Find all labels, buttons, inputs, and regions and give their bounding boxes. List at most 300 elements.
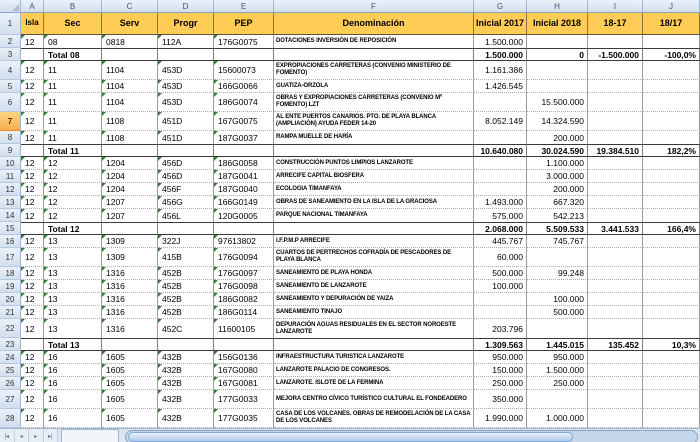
cell-J5[interactable] xyxy=(643,80,700,93)
cell-D11[interactable]: 456D xyxy=(158,170,214,183)
cell-B25[interactable]: 16 xyxy=(44,364,102,377)
row-header-24[interactable]: 24 xyxy=(0,351,21,364)
cell-F24[interactable]: INFRAESTRUCTURA TURISTICA LANZAROTE xyxy=(274,351,474,364)
cell-H19[interactable] xyxy=(527,280,588,293)
cell-I26[interactable] xyxy=(588,377,643,390)
cell-C18[interactable]: 1316 xyxy=(102,267,158,280)
cell-I9[interactable]: 19.384.510 xyxy=(588,144,643,157)
cell-J28[interactable] xyxy=(643,409,700,428)
previous-tab-button[interactable]: ◂ xyxy=(15,429,30,442)
cell-C12[interactable]: 1204 xyxy=(102,183,158,196)
cell-C1[interactable]: Serv xyxy=(102,13,158,35)
cell-C10[interactable]: 1204 xyxy=(102,157,158,170)
cell-I15[interactable]: 3.441.533 xyxy=(588,222,643,235)
cell-A11[interactable]: 12 xyxy=(21,170,44,183)
cell-E17[interactable]: 176G0094 xyxy=(214,248,274,267)
cell-A9[interactable] xyxy=(21,144,44,157)
cell-E10[interactable]: 186G0058 xyxy=(214,157,274,170)
cell-A26[interactable]: 12 xyxy=(21,377,44,390)
cell-A27[interactable]: 12 xyxy=(21,390,44,409)
next-tab-button[interactable]: ▸ xyxy=(29,429,44,442)
cell-F15[interactable] xyxy=(274,222,474,235)
cell-F11[interactable]: ARRECIFE CAPITAL BIOSFERA xyxy=(274,170,474,183)
cell-I4[interactable] xyxy=(588,61,643,80)
cell-F4[interactable]: EXPROPIACIONES CARRETERAS (CONVENIO MINISTERIO DE FOMENTO) xyxy=(274,61,474,80)
cell-H2[interactable] xyxy=(527,35,588,48)
cell-J4[interactable] xyxy=(643,61,700,80)
cell-I2[interactable] xyxy=(588,35,643,48)
row-header-18[interactable]: 18 xyxy=(0,267,21,280)
cell-C22[interactable]: 1316 xyxy=(102,319,158,338)
cell-C14[interactable]: 1207 xyxy=(102,209,158,222)
cell-H25[interactable]: 1.500.000 xyxy=(527,364,588,377)
cell-I25[interactable] xyxy=(588,364,643,377)
cell-A20[interactable]: 12 xyxy=(21,293,44,306)
cell-D28[interactable]: 432B xyxy=(158,409,214,428)
cell-C4[interactable]: 1104 xyxy=(102,61,158,80)
cell-C25[interactable]: 1605 xyxy=(102,364,158,377)
cell-F9[interactable] xyxy=(274,144,474,157)
cell-I16[interactable] xyxy=(588,235,643,248)
cell-H20[interactable]: 100.000 xyxy=(527,293,588,306)
cell-B11[interactable]: 12 xyxy=(44,170,102,183)
cell-C21[interactable]: 1316 xyxy=(102,306,158,319)
col-header-E[interactable]: E xyxy=(214,0,274,13)
cell-A17[interactable]: 12 xyxy=(21,248,44,267)
cell-H27[interactable] xyxy=(527,390,588,409)
cell-A8[interactable]: 12 xyxy=(21,131,44,144)
cell-B4[interactable]: 11 xyxy=(44,61,102,80)
cell-C5[interactable]: 1104 xyxy=(102,80,158,93)
cell-E20[interactable]: 186G0082 xyxy=(214,293,274,306)
cell-A23[interactable] xyxy=(21,338,44,351)
cell-F7[interactable]: AL ENTE PUERTOS CANARIOS. PTO. DE PLAYA BLANCA (AMPLIACIÓN) AYUDA FEDER 14-20 xyxy=(274,112,474,131)
cell-D23[interactable] xyxy=(158,338,214,351)
cell-D26[interactable]: 432B xyxy=(158,377,214,390)
cell-H9[interactable]: 30.024.590 xyxy=(527,144,588,157)
cell-D8[interactable]: 451D xyxy=(158,131,214,144)
cell-D15[interactable] xyxy=(158,222,214,235)
row-header-6[interactable]: 6 xyxy=(0,93,21,112)
cell-H28[interactable]: 1.000.000 xyxy=(527,409,588,428)
row-header-28[interactable]: 28 xyxy=(0,409,21,428)
cell-D4[interactable]: 453D xyxy=(158,61,214,80)
cell-I14[interactable] xyxy=(588,209,643,222)
row-header-17[interactable]: 17 xyxy=(0,248,21,267)
cell-A28[interactable]: 12 xyxy=(21,409,44,428)
cell-G28[interactable]: 1.990.000 xyxy=(474,409,527,428)
cell-A22[interactable]: 12 xyxy=(21,319,44,338)
cell-C23[interactable] xyxy=(102,338,158,351)
row-header-10[interactable]: 10 xyxy=(0,157,21,170)
cell-J6[interactable] xyxy=(643,93,700,112)
cell-B7[interactable]: 11 xyxy=(44,112,102,131)
cell-I21[interactable] xyxy=(588,306,643,319)
cell-G24[interactable]: 950.000 xyxy=(474,351,527,364)
sheet-tab[interactable] xyxy=(61,429,119,442)
cell-H5[interactable] xyxy=(527,80,588,93)
cell-B17[interactable]: 13 xyxy=(44,248,102,267)
cell-F13[interactable]: OBRAS DE SANEAMIENTO EN LA ISLA DE LA GRACIOSA xyxy=(274,196,474,209)
cell-E2[interactable]: 176G0075 xyxy=(214,35,274,48)
cell-A25[interactable]: 12 xyxy=(21,364,44,377)
cell-F8[interactable]: RAMPA MUELLE DE HARÍA xyxy=(274,131,474,144)
cell-D2[interactable]: 112A xyxy=(158,35,214,48)
cell-I3[interactable]: -1.500.000 xyxy=(588,48,643,61)
cell-G11[interactable] xyxy=(474,170,527,183)
col-header-G[interactable]: G xyxy=(474,0,527,13)
cell-J12[interactable] xyxy=(643,183,700,196)
cell-J27[interactable] xyxy=(643,390,700,409)
cell-H1[interactable]: Inicial 2018 xyxy=(527,13,588,35)
cell-H7[interactable]: 14.324.590 xyxy=(527,112,588,131)
cell-E8[interactable]: 187G0037 xyxy=(214,131,274,144)
row-header-22[interactable]: 22 xyxy=(0,319,21,338)
cell-G7[interactable]: 8.052.149 xyxy=(474,112,527,131)
cell-B2[interactable]: 08 xyxy=(44,35,102,48)
cell-A2[interactable]: 12 xyxy=(21,35,44,48)
cell-J11[interactable] xyxy=(643,170,700,183)
cell-A18[interactable]: 12 xyxy=(21,267,44,280)
cell-B13[interactable]: 12 xyxy=(44,196,102,209)
cell-E26[interactable]: 167G0081 xyxy=(214,377,274,390)
cell-J16[interactable] xyxy=(643,235,700,248)
cell-J26[interactable] xyxy=(643,377,700,390)
cell-G16[interactable]: 445.767 xyxy=(474,235,527,248)
cell-E16[interactable]: 97613802 xyxy=(214,235,274,248)
cell-F20[interactable]: SANEAMIENTO Y DEPURACIÓN DE YAIZA xyxy=(274,293,474,306)
col-header-A[interactable]: A xyxy=(21,0,44,13)
cell-G3[interactable]: 1.500.000 xyxy=(474,48,527,61)
cell-H26[interactable]: 250.000 xyxy=(527,377,588,390)
cell-H4[interactable] xyxy=(527,61,588,80)
cell-G22[interactable]: 203.796 xyxy=(474,319,527,338)
cell-E4[interactable]: 15600073 xyxy=(214,61,274,80)
row-header-20[interactable]: 20 xyxy=(0,293,21,306)
cell-C8[interactable]: 1108 xyxy=(102,131,158,144)
cell-C2[interactable]: 0818 xyxy=(102,35,158,48)
cell-G21[interactable] xyxy=(474,306,527,319)
cell-G10[interactable] xyxy=(474,157,527,170)
cell-H6[interactable]: 15.500.000 xyxy=(527,93,588,112)
cell-B23[interactable]: Total 13 xyxy=(44,338,102,351)
row-header-25[interactable]: 25 xyxy=(0,364,21,377)
row-header-5[interactable]: 5 xyxy=(0,80,21,93)
cell-J2[interactable] xyxy=(643,35,700,48)
cell-G5[interactable]: 1.426.545 xyxy=(474,80,527,93)
cell-A1[interactable]: Isla xyxy=(21,13,44,35)
cell-F2[interactable]: DOTACIONES INVERSIÓN DE REPOSICIÓN xyxy=(274,35,474,48)
cell-D20[interactable]: 452B xyxy=(158,293,214,306)
cell-F28[interactable]: CASA DE LOS VOLCANES. OBRAS DE REMODELACIÓN DE LA CASA DE LOS VOLCANES xyxy=(274,409,474,428)
cell-E9[interactable] xyxy=(214,144,274,157)
cell-E21[interactable]: 186G0114 xyxy=(214,306,274,319)
cell-A15[interactable] xyxy=(21,222,44,235)
cell-C9[interactable] xyxy=(102,144,158,157)
cell-F19[interactable]: SANEAMIENTO DE LANZAROTE xyxy=(274,280,474,293)
cell-G2[interactable]: 1.500.000 xyxy=(474,35,527,48)
cell-B5[interactable]: 11 xyxy=(44,80,102,93)
cell-C26[interactable]: 1605 xyxy=(102,377,158,390)
cell-F3[interactable] xyxy=(274,48,474,61)
cell-H21[interactable]: 500.000 xyxy=(527,306,588,319)
cell-J8[interactable] xyxy=(643,131,700,144)
row-header-23[interactable]: 23 xyxy=(0,338,21,351)
row-header-15[interactable]: 15 xyxy=(0,222,21,235)
cell-I6[interactable] xyxy=(588,93,643,112)
cell-I24[interactable] xyxy=(588,351,643,364)
row-header-11[interactable]: 11 xyxy=(0,170,21,183)
cell-H24[interactable]: 950.000 xyxy=(527,351,588,364)
cell-B20[interactable]: 13 xyxy=(44,293,102,306)
cell-G27[interactable]: 350.000 xyxy=(474,390,527,409)
cell-I19[interactable] xyxy=(588,280,643,293)
row-header-1[interactable]: 1 xyxy=(0,13,21,35)
cell-H22[interactable] xyxy=(527,319,588,338)
cell-F12[interactable]: ECOLOGIA TIMANFAYA xyxy=(274,183,474,196)
cell-E1[interactable]: PEP xyxy=(214,13,274,35)
row-header-21[interactable]: 21 xyxy=(0,306,21,319)
col-header-H[interactable]: H xyxy=(527,0,588,13)
cell-E22[interactable]: 11600105 xyxy=(214,319,274,338)
cell-B28[interactable]: 16 xyxy=(44,409,102,428)
cell-G26[interactable]: 250.000 xyxy=(474,377,527,390)
cell-C3[interactable] xyxy=(102,48,158,61)
row-header-26[interactable]: 26 xyxy=(0,377,21,390)
cell-J24[interactable] xyxy=(643,351,700,364)
cell-A12[interactable]: 12 xyxy=(21,183,44,196)
row-header-19[interactable]: 19 xyxy=(0,280,21,293)
cell-F6[interactable]: OBRAS Y EXPROPIACIONES CARRETERAS (CONVENIO Mº FOMENTO) LZT xyxy=(274,93,474,112)
cell-F17[interactable]: CUARTOS DE PERTRECHOS COFRADÍA DE PESCADORES DE PLAYA BLANCA xyxy=(274,248,474,267)
cell-B14[interactable]: 12 xyxy=(44,209,102,222)
cell-B6[interactable]: 11 xyxy=(44,93,102,112)
cell-J7[interactable] xyxy=(643,112,700,131)
last-tab-button[interactable]: ▸| xyxy=(44,429,59,442)
cell-A16[interactable]: 12 xyxy=(21,235,44,248)
col-header-I[interactable]: I xyxy=(588,0,643,13)
cell-D12[interactable]: 456F xyxy=(158,183,214,196)
cell-D16[interactable]: 322J xyxy=(158,235,214,248)
cell-F10[interactable]: CONSTRUCCIÓN PUNTOS LIMPIOS LANZAROTE xyxy=(274,157,474,170)
cell-F22[interactable]: DEPURACIÓN AGUAS RESIDUALES EN EL SECTOR NOROESTE LANZAROTE xyxy=(274,319,474,338)
cell-H23[interactable]: 1.445.015 xyxy=(527,338,588,351)
cell-C13[interactable]: 1207 xyxy=(102,196,158,209)
cell-I11[interactable] xyxy=(588,170,643,183)
cell-F14[interactable]: PARQUE NACIONAL TIMANFAYA xyxy=(274,209,474,222)
col-header-B[interactable]: B xyxy=(44,0,102,13)
cell-E28[interactable]: 177G0035 xyxy=(214,409,274,428)
cell-G12[interactable] xyxy=(474,183,527,196)
cell-G23[interactable]: 1.309.563 xyxy=(474,338,527,351)
cell-I12[interactable] xyxy=(588,183,643,196)
cell-H16[interactable]: 745.767 xyxy=(527,235,588,248)
cell-J10[interactable] xyxy=(643,157,700,170)
cell-B26[interactable]: 16 xyxy=(44,377,102,390)
cell-I23[interactable]: 135.452 xyxy=(588,338,643,351)
col-header-C[interactable]: C xyxy=(102,0,158,13)
cell-H14[interactable]: 542.213 xyxy=(527,209,588,222)
cell-E19[interactable]: 176G0098 xyxy=(214,280,274,293)
cell-E14[interactable]: 120G0005 xyxy=(214,209,274,222)
cell-C19[interactable]: 1316 xyxy=(102,280,158,293)
cell-G15[interactable]: 2.068.000 xyxy=(474,222,527,235)
cell-G13[interactable]: 1.493.000 xyxy=(474,196,527,209)
cell-B12[interactable]: 12 xyxy=(44,183,102,196)
cell-J20[interactable] xyxy=(643,293,700,306)
cell-G19[interactable]: 100.000 xyxy=(474,280,527,293)
cell-E6[interactable]: 186G0074 xyxy=(214,93,274,112)
cell-G17[interactable]: 60.000 xyxy=(474,248,527,267)
cell-D7[interactable]: 451D xyxy=(158,112,214,131)
cell-B24[interactable]: 16 xyxy=(44,351,102,364)
cell-I27[interactable] xyxy=(588,390,643,409)
cell-E18[interactable]: 176G0097 xyxy=(214,267,274,280)
cell-B9[interactable]: Total 11 xyxy=(44,144,102,157)
cell-H18[interactable]: 99.248 xyxy=(527,267,588,280)
cell-A13[interactable]: 12 xyxy=(21,196,44,209)
cell-G14[interactable]: 575.000 xyxy=(474,209,527,222)
cell-F27[interactable]: MEJORA CENTRO CÍVICO TURÍSTICO CULTURAL EL FONDEADERO xyxy=(274,390,474,409)
cell-I28[interactable] xyxy=(588,409,643,428)
cell-B3[interactable]: Total 08 xyxy=(44,48,102,61)
cell-J18[interactable] xyxy=(643,267,700,280)
cell-I17[interactable] xyxy=(588,248,643,267)
cell-F21[interactable]: SANEAMIENTO TINAJO xyxy=(274,306,474,319)
cell-B18[interactable]: 13 xyxy=(44,267,102,280)
cell-D6[interactable]: 453D xyxy=(158,93,214,112)
cell-D17[interactable]: 415B xyxy=(158,248,214,267)
cell-D18[interactable]: 452B xyxy=(158,267,214,280)
cell-E25[interactable]: 167G0080 xyxy=(214,364,274,377)
first-tab-button[interactable]: |◂ xyxy=(0,429,15,442)
cell-A5[interactable]: 12 xyxy=(21,80,44,93)
cell-C24[interactable]: 1605 xyxy=(102,351,158,364)
cell-G6[interactable] xyxy=(474,93,527,112)
cell-I7[interactable] xyxy=(588,112,643,131)
cell-E24[interactable]: 156G0136 xyxy=(214,351,274,364)
cell-C15[interactable] xyxy=(102,222,158,235)
row-header-12[interactable]: 12 xyxy=(0,183,21,196)
cell-D24[interactable]: 432B xyxy=(158,351,214,364)
cell-J9[interactable]: 182,2% xyxy=(643,144,700,157)
cell-I10[interactable] xyxy=(588,157,643,170)
cell-H8[interactable]: 200.000 xyxy=(527,131,588,144)
cell-A19[interactable]: 12 xyxy=(21,280,44,293)
cell-B19[interactable]: 13 xyxy=(44,280,102,293)
cell-D3[interactable] xyxy=(158,48,214,61)
cell-J13[interactable] xyxy=(643,196,700,209)
cell-J25[interactable] xyxy=(643,364,700,377)
cell-J1[interactable]: 18/17 xyxy=(643,13,700,35)
row-header-2[interactable]: 2 xyxy=(0,35,21,48)
cell-J23[interactable]: 10,3% xyxy=(643,338,700,351)
cell-F16[interactable]: I.F.P.M.P ARRECIFE xyxy=(274,235,474,248)
cell-C11[interactable]: 1204 xyxy=(102,170,158,183)
cell-F1[interactable]: Denominación xyxy=(274,13,474,35)
cell-B1[interactable]: Sec xyxy=(44,13,102,35)
cell-J17[interactable] xyxy=(643,248,700,267)
cell-A6[interactable]: 12 xyxy=(21,93,44,112)
cell-C7[interactable]: 1108 xyxy=(102,112,158,131)
cell-B16[interactable]: 13 xyxy=(44,235,102,248)
cell-H3[interactable]: 0 xyxy=(527,48,588,61)
cell-F25[interactable]: LANZAROTE PALACIO DE CONGRESOS. xyxy=(274,364,474,377)
cell-C20[interactable]: 1316 xyxy=(102,293,158,306)
cell-B15[interactable]: Total 12 xyxy=(44,222,102,235)
cell-I13[interactable] xyxy=(588,196,643,209)
cell-H13[interactable]: 667.320 xyxy=(527,196,588,209)
cell-A24[interactable]: 12 xyxy=(21,351,44,364)
cell-F5[interactable]: GUATIZA-ORZOLA xyxy=(274,80,474,93)
cell-J14[interactable] xyxy=(643,209,700,222)
cell-D9[interactable] xyxy=(158,144,214,157)
cell-I8[interactable] xyxy=(588,131,643,144)
cell-G20[interactable] xyxy=(474,293,527,306)
cell-G4[interactable]: 1.161.386 xyxy=(474,61,527,80)
cell-E23[interactable] xyxy=(214,338,274,351)
cell-B21[interactable]: 13 xyxy=(44,306,102,319)
cell-D22[interactable]: 452C xyxy=(158,319,214,338)
cell-E5[interactable]: 166G0066 xyxy=(214,80,274,93)
cell-G18[interactable]: 500.000 xyxy=(474,267,527,280)
cell-B27[interactable]: 16 xyxy=(44,390,102,409)
cell-I22[interactable] xyxy=(588,319,643,338)
cell-J21[interactable] xyxy=(643,306,700,319)
cell-E27[interactable]: 177G0033 xyxy=(214,390,274,409)
cell-H10[interactable]: 1.100.000 xyxy=(527,157,588,170)
cell-D1[interactable]: Progr xyxy=(158,13,214,35)
cell-D10[interactable]: 456D xyxy=(158,157,214,170)
cell-F26[interactable]: LANZAROTE. ISLOTE DE LA FERMINA xyxy=(274,377,474,390)
cell-C28[interactable]: 1605 xyxy=(102,409,158,428)
row-header-14[interactable]: 14 xyxy=(0,209,21,222)
row-header-3[interactable]: 3 xyxy=(0,48,21,61)
row-header-4[interactable]: 4 xyxy=(0,61,21,80)
cell-A14[interactable]: 12 xyxy=(21,209,44,222)
row-header-9[interactable]: 9 xyxy=(0,144,21,157)
row-header-16[interactable]: 16 xyxy=(0,235,21,248)
row-header-7[interactable]: 7 xyxy=(0,112,21,131)
cell-B22[interactable]: 13 xyxy=(44,319,102,338)
cell-D21[interactable]: 452B xyxy=(158,306,214,319)
cell-G9[interactable]: 10.640.080 xyxy=(474,144,527,157)
cell-E13[interactable]: 166G0149 xyxy=(214,196,274,209)
row-header-13[interactable]: 13 xyxy=(0,196,21,209)
cell-A21[interactable]: 12 xyxy=(21,306,44,319)
cell-C6[interactable]: 1104 xyxy=(102,93,158,112)
cell-J22[interactable] xyxy=(643,319,700,338)
horizontal-scrollbar[interactable] xyxy=(125,430,698,442)
col-header-F[interactable]: F xyxy=(274,0,474,13)
cell-H12[interactable]: 200.000 xyxy=(527,183,588,196)
select-all-corner[interactable] xyxy=(0,0,21,13)
cell-I18[interactable] xyxy=(588,267,643,280)
horizontal-scrollbar-thumb[interactable] xyxy=(128,432,573,442)
cell-E15[interactable] xyxy=(214,222,274,235)
cell-E11[interactable]: 187G0041 xyxy=(214,170,274,183)
cell-G25[interactable]: 150.000 xyxy=(474,364,527,377)
cell-D14[interactable]: 456L xyxy=(158,209,214,222)
row-header-8[interactable]: 8 xyxy=(0,131,21,144)
cell-C27[interactable]: 1605 xyxy=(102,390,158,409)
cell-I5[interactable] xyxy=(588,80,643,93)
cell-A4[interactable]: 12 xyxy=(21,61,44,80)
cell-C16[interactable]: 1309 xyxy=(102,235,158,248)
cell-H11[interactable]: 3.000.000 xyxy=(527,170,588,183)
row-header-27[interactable]: 27 xyxy=(0,390,21,409)
cell-F23[interactable] xyxy=(274,338,474,351)
